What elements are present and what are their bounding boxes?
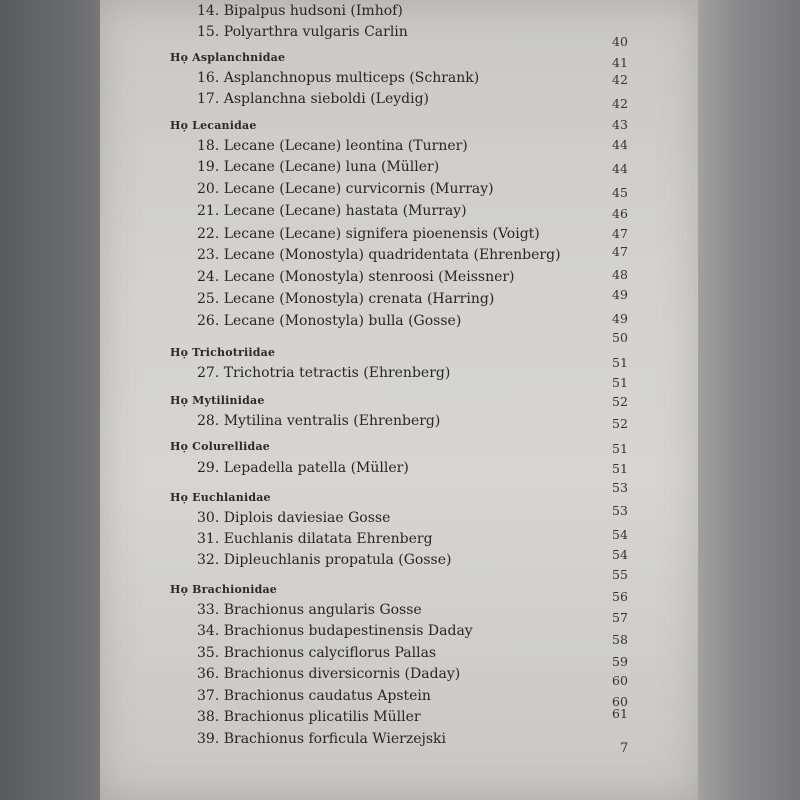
list-item [100,181,698,201]
toc-page-number: 48 [612,267,628,282]
toc-page-number: 54 [612,527,628,542]
toc-page-number: 60 [612,673,628,688]
family-heading: Họ Trichotriidae [170,346,276,359]
family-heading-row [100,375,698,412]
toc-page-number: 54 [612,547,628,562]
toc-page-number: 59 [612,654,628,669]
species-entry: 26. Lecane (Monostyla) bulla (Gosse) [197,313,462,329]
toc-page-number: 53 [612,480,628,495]
toc-page-number: 58 [612,632,628,647]
document-page [100,0,698,800]
species-entry: 15. Polyarthra vulgaris Carlin [197,24,408,40]
list-item [100,244,698,267]
toc-page-number: 52 [612,416,628,431]
toc-page-number: 44 [612,161,628,176]
species-entry: 17. Asplanchna sieboldi (Leydig) [197,91,430,107]
list-item [100,159,698,179]
species-entry: 16. Asplanchnopus multiceps (Schrank) [197,70,480,86]
toc-page-number: 51 [612,461,628,476]
toc-page-number: 50 [612,330,628,345]
list-item [100,355,698,385]
toc-page-number: 40 [612,34,628,49]
toc-page-number: 43 [612,117,628,132]
toc-page-number: 47 [612,226,628,241]
list-item [100,313,698,333]
toc-page-number: 57 [612,610,628,625]
species-entry: 19. Lecane (Lecane) luna (Müller) [197,159,440,175]
list-item [100,269,698,289]
species-entry: 18. Lecane (Lecane) leontina (Turner) [197,138,468,154]
toc-page-number: 46 [612,206,628,221]
family-heading: Họ Lecanidae [170,119,257,132]
toc-page-number: 42 [612,96,628,111]
species-entry: 20. Lecane (Lecane) curvicornis (Murray) [197,181,494,197]
species-entry: 36. Brachionus diversicornis (Daday) [197,666,461,682]
toc-page-number: 45 [612,185,628,200]
toc-page-number: 41 [612,55,628,70]
species-entry: 22. Lecane (Lecane) signifera pioenensis (Voigt) [197,226,540,242]
toc-page-number: 60 [612,694,628,709]
family-heading-row [100,49,698,69]
species-entry: 33. Brachionus angularis Gosse [197,602,422,618]
toc-page-number: 52 [612,394,628,409]
toc-page-number: 51 [612,375,628,390]
background-left [0,0,108,800]
species-entry: 34. Brachionus budapestinensis Daday [197,623,473,639]
list-item [100,287,698,311]
species-entry: 25. Lecane (Monostyla) crenata (Harring) [197,291,495,307]
footer-page-number: 7 [620,741,629,756]
family-heading: Họ Brachionidae [170,583,277,596]
toc-page-number: 42 [612,72,628,87]
species-entry: 37. Brachionus caudatus Apstein [197,688,431,704]
list-item [100,70,698,90]
species-entry: 28. Mytilina ventralis (Ehrenberg) [197,413,441,429]
toc-page-number: 56 [612,589,628,604]
family-heading: Họ Mytilinidae [170,394,265,407]
toc-page-number: 47 [612,244,628,259]
toc-page-number: 53 [612,503,628,518]
species-entry: 39. Brachionus forficula Wierzejski [197,731,446,747]
species-entry: 38. Brachionus plicatilis Müller [197,709,421,725]
species-entry: 35. Brachionus calyciflorus Pallas [197,645,437,661]
list-item [100,91,698,111]
species-entry: 30. Diplois daviesiae Gosse [197,510,391,526]
species-entry: 27. Trichotria tetractis (Ehrenberg) [197,365,451,381]
family-heading-row [100,117,698,137]
species-entry: 24. Lecane (Monostyla) stenroosi (Meissner) [197,269,515,285]
toc-page-number: 44 [612,137,628,152]
list-item [100,3,698,23]
toc-page-number: 49 [612,287,628,302]
species-entry: 32. Dipleuchlanis propatula (Gosse) [197,552,452,568]
background-right [690,0,800,800]
species-entry: 14. Bipalpus hudsoni (Imhof) [197,3,403,19]
species-entry: 29. Lepadella patella (Müller) [197,460,409,476]
toc-page-number: 51 [612,355,628,370]
list-item [100,226,698,246]
species-entry: 21. Lecane (Lecane) hastata (Murray) [197,203,467,219]
list-item [100,203,698,223]
toc-page-number: 61 [612,706,628,721]
list-item [100,24,698,49]
family-heading: Họ Euchlanidae [170,491,271,504]
family-heading: Họ Colurellidae [170,440,270,453]
list-item [100,138,698,158]
toc-page-number: 51 [612,441,628,456]
family-heading: Họ Asplanchnidae [170,51,286,64]
toc-page-number: 55 [612,567,628,582]
species-entry: 23. Lecane (Monostyla) quadridentata (Ehrenberg) [197,247,561,263]
species-entry: 31. Euchlanis dilatata Ehrenberg [197,531,433,547]
family-heading-row [100,330,698,364]
toc-page-number: 49 [612,311,628,326]
